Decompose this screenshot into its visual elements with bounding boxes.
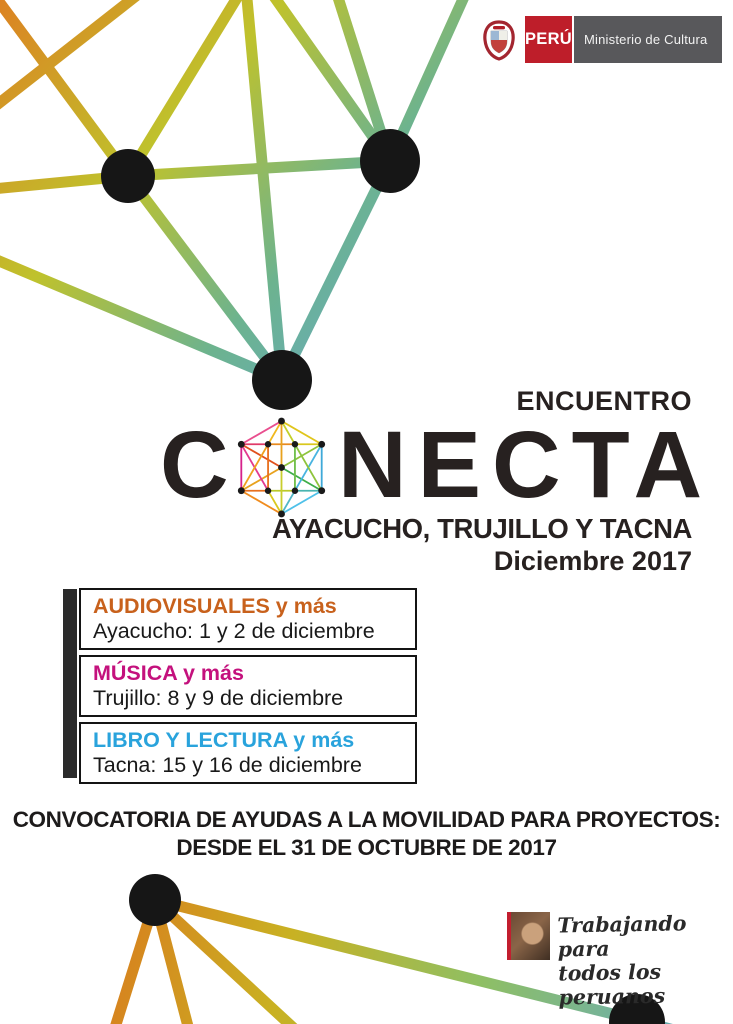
event-detail: Ayacucho: 1 y 2 de diciembre [93,619,375,643]
child-photo [507,912,550,960]
events-accent-bar [63,589,77,778]
call-line-1: CONVOCATORIA DE AYUDAS A LA MOVILIDAD PARA PROYECTOS: [12,807,721,832]
events-panel [63,588,417,789]
call-line-2: DESDE EL 31 DE OCTUBRE DE 2017 [176,835,557,860]
event-category: AUDIOVISUALES y más [93,594,337,618]
date-line: Diciembre 2017 [493,546,692,576]
peru-coat-of-arms-icon [474,16,523,63]
event-detail: Trujillo: 8 y 9 de diciembre [93,686,344,710]
peru-label: PERÚ [524,30,573,48]
slogan-line-2: todos los peruanos [557,959,666,1010]
ministry-wordmark [574,16,722,63]
cities-line: AYACUCHO, TRUJILLO Y TACNA [272,513,692,544]
conecta-globe-icon [231,417,332,518]
event-card-libro [79,722,417,784]
slogan-line-1: Trabajando para [557,911,687,962]
slogan-block [507,912,733,1008]
brand-letters-necta: NECTA [338,412,714,518]
call-for-projects [0,806,733,862]
event-card-musica [79,655,417,717]
kicker-encuentro: ENCUENTRO [516,386,692,416]
peru-wordmark [525,16,572,63]
government-logo [474,16,722,63]
brand-letter-c: C [160,412,229,518]
network-graphic-top [0,0,733,420]
event-detail: Tacna: 15 y 16 de diciembre [93,753,362,777]
event-category: MÚSICA y más [93,661,244,685]
event-card-audiovisuales [79,588,417,650]
event-category: LIBRO Y LECTURA y más [93,728,355,752]
slogan-text [557,910,733,1009]
events-list [79,588,417,789]
ministry-label: Ministerio de Cultura [584,32,708,47]
